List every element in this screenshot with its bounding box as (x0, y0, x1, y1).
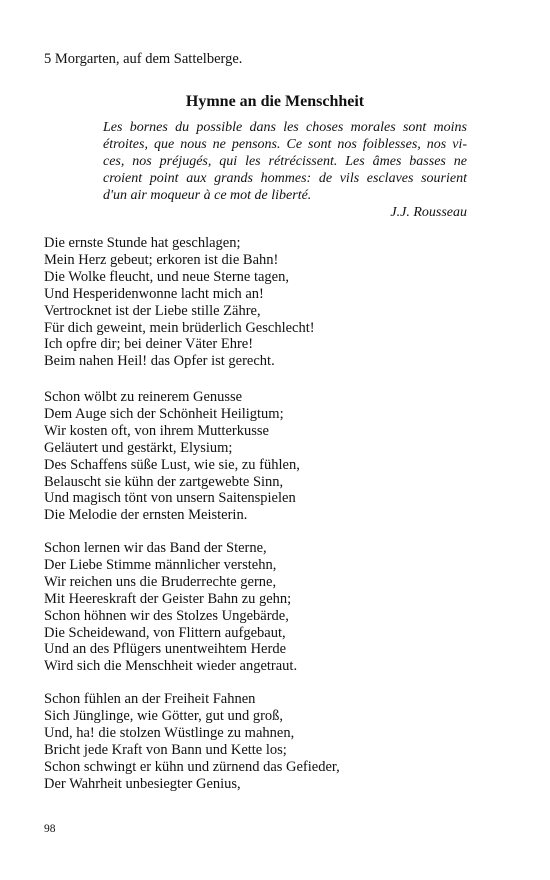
verse-line: Der Liebe Stimme männlicher verstehn, (44, 556, 277, 573)
footnote: 5 Morgarten, auf dem Sattelberge. (44, 51, 243, 67)
verse-line: Schon höhnen wir des Stolzes Ungebärde, (44, 607, 289, 624)
stanza-2 (44, 389, 504, 524)
verse-line: Dem Auge sich der Schönheit Heiligtum; (44, 405, 284, 422)
verse-line: Die Wolke fleucht, und neue Sterne tagen, (44, 268, 289, 285)
verse-line: Ich opfre dir; bei deiner Väter Ehre! (44, 336, 254, 353)
verse-line: Die Scheidewand, von Flittern aufgebaut, (44, 624, 286, 641)
epigraph-author: J.J. Rousseau (390, 205, 467, 220)
epigraph-line: Les bornes du possible dans les choses morales sont moins (103, 120, 467, 135)
stanza-1 (44, 235, 504, 370)
verse-line: Vertrocknet ist der Liebe stille Zähre, (44, 302, 261, 319)
verse-line: Schon schwingt er kühn und zürnend das Gefieder, (44, 758, 340, 775)
verse-line: Geläutert und gestärkt, Elysium; (44, 439, 233, 456)
verse-line: Sich Jünglinge, wie Götter, gut und groß, (44, 707, 284, 724)
verse-line: Die ernste Stunde hat geschlagen; (44, 235, 241, 251)
verse-line: Und Hesperidenwonne lacht mich an! (44, 285, 264, 302)
verse-line: Wir kosten oft, von ihrem Mutterkusse (44, 422, 269, 439)
verse-line: Schon fühlen an der Freiheit Fahnen (44, 691, 256, 707)
verse-line: Mit Heereskraft der Geister Bahn zu gehn; (44, 590, 292, 607)
verse-line: Und an des Pflügers unentweihtem Herde (44, 641, 287, 658)
page-number: 98 (44, 823, 56, 835)
epigraph-line: d'un air moqueur à ce mot de liberté. (103, 188, 312, 203)
stanza-4 (44, 691, 504, 792)
epigraph-line: ces, nos préjugés, qui les rétrécissent. Les âmes basses ne (103, 154, 467, 169)
verse-line: Bricht jede Kraft von Bann und Kette los; (44, 741, 287, 758)
epigraph-line: étroites, que nous ne pensons. Ce sont nos foiblesses, nos vi- (103, 137, 467, 152)
verse-line: Schon lernen wir das Band der Sterne, (44, 540, 267, 556)
stanza-3 (44, 540, 504, 675)
verse-line: Für dich geweint, mein brüderlich Geschlecht! (44, 319, 315, 336)
epigraph-line: croient point aux grands hommes: de vils esclaves sourient (103, 171, 467, 186)
epigraph (103, 119, 467, 221)
verse-line: Belauscht sie kühn der zartgewebte Sinn, (44, 473, 284, 490)
verse-line: Wird sich die Menschheit wieder angetraut. (44, 658, 298, 675)
verse-line: Die Melodie der ernsten Meisterin. (44, 507, 248, 524)
verse-line: Beim nahen Heil! das Opfer ist gerecht. (44, 353, 275, 370)
verse-line: Und magisch tönt von unsern Saitenspielen (44, 490, 296, 507)
verse-line: Des Schaffens süße Lust, wie sie, zu fühlen, (44, 456, 300, 473)
poem-title: Hymne an die Menschheit (185, 93, 365, 110)
verse-line: Der Wahrheit unbesiegter Genius, (44, 775, 241, 792)
verse-line: Schon wölbt zu reinerem Genusse (44, 389, 243, 405)
verse-line: Und, ha! die stolzen Wüstlinge zu mahnen, (44, 724, 295, 741)
verse-line: Wir reichen uns die Bruderrechte gerne, (44, 573, 277, 590)
verse-line: Mein Herz gebeut; erkoren ist die Bahn! (44, 251, 279, 268)
